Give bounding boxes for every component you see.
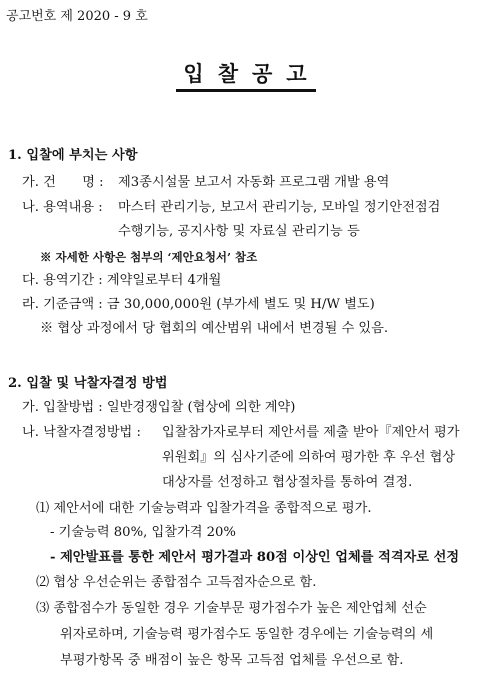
section1-heading: 1. 입찰에 부치는 사항 xyxy=(8,148,138,163)
decision-line-2: 위원회』의 심사기준에 의하여 평가한 후 우선 협상 xyxy=(162,450,456,465)
scope-line-1: 마스터 관리기능, 보고서 관리기능, 모바일 정기안전점검 xyxy=(118,200,441,215)
base-price: 라. 기준금액 : 금 30,000,000원 (부가세 별도 및 H/W 별도) xyxy=(22,297,375,312)
criteria-item-1-sub-1: - 기술능력 80%, 입찰가격 20% xyxy=(50,525,236,540)
title-underline xyxy=(176,89,316,92)
decision-label: 나. 낙찰자결정방법 : xyxy=(22,425,141,440)
criteria-item-2: ⑵ 협상 우선순위는 종합점수 고득점자순으로 함. xyxy=(36,575,317,590)
criteria-item-1: ⑴ 제안서에 대한 기술능력과 입찰가격을 종합적으로 평가. xyxy=(36,501,372,516)
section2-heading: 2. 입찰 및 낙찰자결정 방법 xyxy=(8,376,168,391)
reference-note: ※ 자세한 사항은 첨부의 ‘제안요청서’ 참조 xyxy=(40,250,258,264)
decision-line-1: 입찰참가자로부터 제안서를 제출 받아『제안서 평가 xyxy=(162,425,460,440)
notice-number: 공고번호 제 2020 - 9 호 xyxy=(6,9,148,24)
project-name-label: 가. 건 명 : xyxy=(22,175,104,190)
scope-label: 나. 용역내용 : xyxy=(22,200,103,215)
page-title: 입찰공고 xyxy=(183,61,321,86)
criteria-item-3-line-1: ⑶ 종합점수가 동일한 경우 기술부문 평가점수가 높은 제안업체 선순 xyxy=(36,601,427,616)
criteria-item-3-line-2: 위자로하며, 기술능력 평가점수도 동일한 경우에는 기술능력의 세 xyxy=(60,627,434,642)
contract-period: 다. 용역기간 : 계약일로부터 4개월 xyxy=(22,273,222,288)
criteria-item-1-sub-2: - 제안발표를 통한 제안서 평가결과 80점 이상인 업체를 적격자로 선정 xyxy=(50,550,460,565)
bid-method: 가. 입찰방법 : 일반경쟁입찰 (협상에 의한 계약) xyxy=(22,400,296,415)
price-note: ※ 협상 과정에서 당 협회의 예산범위 내에서 변경될 수 있음. xyxy=(40,321,389,336)
project-name-value: 제3종시설물 보고서 자동화 프로그램 개발 용역 xyxy=(118,175,390,190)
decision-line-3: 대상자를 선정하고 협상절차를 통하여 결정. xyxy=(162,475,413,490)
criteria-item-3-line-3: 부평가항목 중 배점이 높은 항목 고득점 업체를 우선으로 함. xyxy=(60,653,404,668)
scope-line-2: 수행기능, 공지사항 및 자료실 관리기능 등 xyxy=(118,224,360,239)
